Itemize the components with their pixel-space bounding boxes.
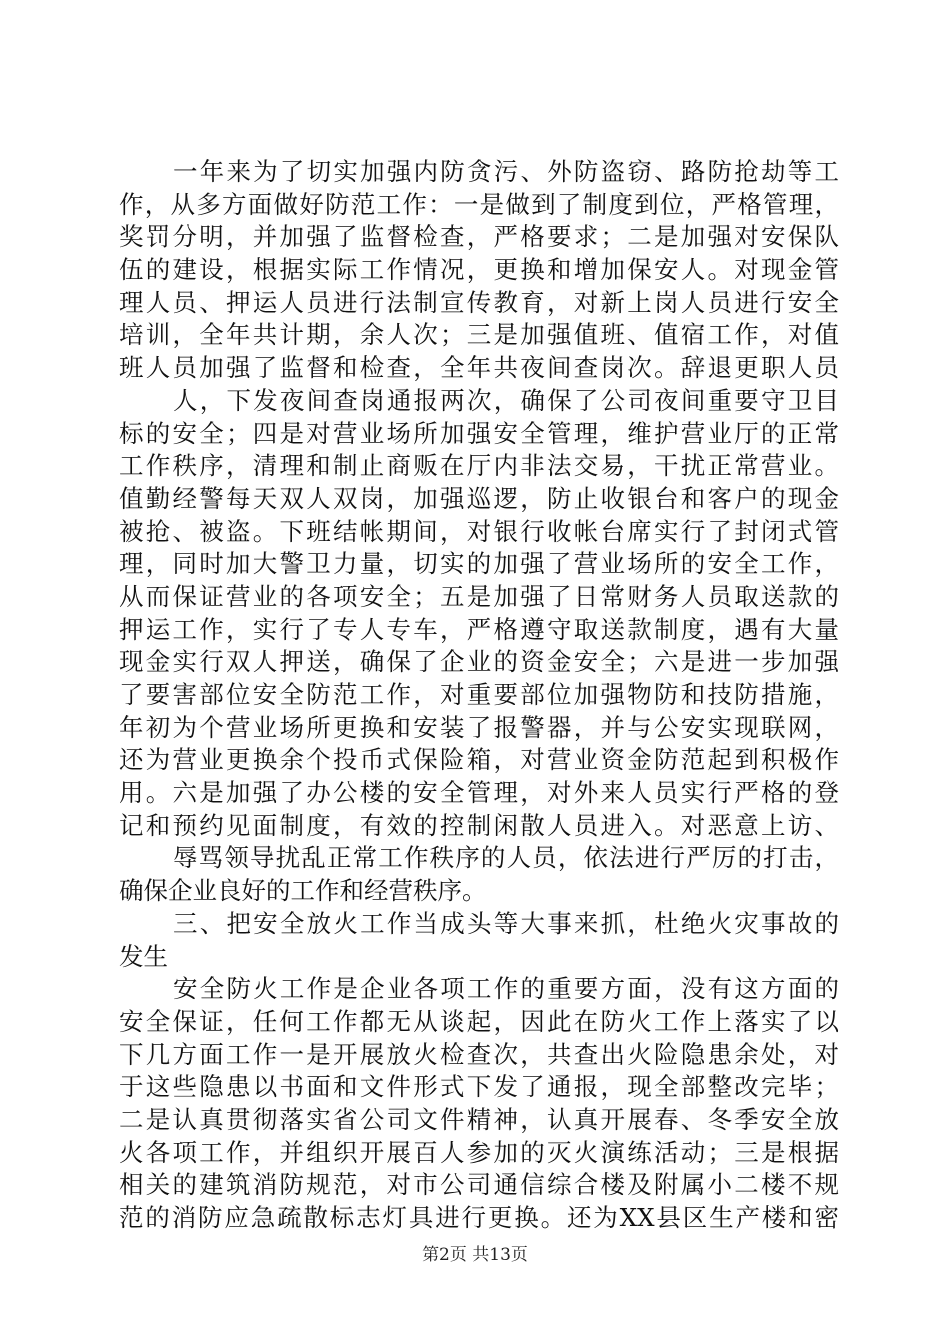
paragraph-line: 伍的建设，根据实际工作情况，更换和增加保安人。对现金管 — [119, 255, 839, 285]
paragraph-line: 理，同时加大警卫力量，切实的加强了营业场所的安全工作， — [119, 549, 839, 579]
paragraph-line: 培训，全年共计期，余人次；三是加强值班、值宿工作，对值 — [119, 320, 839, 350]
paragraph-line: 被抢、被盗。下班结帐期间，对银行收帐台席实行了封闭式管 — [119, 516, 839, 546]
paragraph-line: 押运工作，实行了专人专车，严格遵守取送款制度，遇有大量 — [119, 614, 839, 644]
paragraph-line: 于这些隐患以书面和文件形式下发了通报，现全部整改完毕； — [119, 1072, 839, 1102]
paragraph-line: 奖罚分明，并加强了监督检查，严格要求；二是加强对安保队 — [119, 222, 839, 252]
paragraph-line: 相关的建筑消防规范，对市公司通信综合楼及附属小二楼不规 — [119, 1170, 839, 1200]
paragraph-line: 火各项工作，并组织开展百人参加的灭火演练活动；三是根据 — [119, 1137, 839, 1167]
paragraph-line: 还为营业更换余个投币式保险箱，对营业资金防范起到积极作 — [119, 745, 839, 775]
paragraph-line: 理人员、押运人员进行法制宣传教育，对新上岗人员进行安全 — [119, 287, 839, 317]
paragraph-line: 工作秩序，清理和制止商贩在厅内非法交易，干扰正常营业。 — [119, 451, 839, 481]
paragraph-line: 下几方面工作一是开展放火检查次，共查出火险隐患余处，对 — [119, 1039, 839, 1069]
paragraph-line: 确保企业良好的工作和经营秩序。 — [119, 876, 487, 906]
paragraph-line: 标的安全；四是对营业场所加强安全管理，维护营业厅的正常 — [119, 418, 839, 448]
paragraph-line: 了要害部位安全防范工作，对重要部位加强物防和技防措施， — [119, 680, 839, 709]
paragraph-line: 用。六是加强了办公楼的安全管理，对外来人员实行严格的登 — [119, 778, 839, 808]
document-body — [119, 156, 839, 1235]
page-number-footer: 第2页 共13页 — [422, 1245, 528, 1265]
paragraph-line: 作，从多方面做好防范工作：一是做到了制度到位，严格管理， — [119, 189, 839, 219]
section-heading-line: 三、把安全放火工作当成头等大事来抓，杜绝火灾事故的 — [173, 908, 839, 938]
section-heading-line: 发生 — [119, 941, 168, 971]
paragraph-line: 记和预约见面制度，有效的控制闲散人员进入。对恶意上访、 — [119, 810, 839, 840]
paragraph-line: 年初为个营业场所更换和安装了报警器，并与公安实现联网， — [119, 712, 839, 742]
paragraph-line: 安全保证，任何工作都无从谈起，因此在防火工作上落实了以 — [119, 1006, 839, 1036]
paragraph-line: 人，下发夜间查岗通报两次，确保了公司夜间重要守卫目 — [173, 385, 839, 415]
paragraph-line: 辱骂领导扰乱正常工作秩序的人员，依法进行严厉的打击， — [173, 843, 839, 873]
paragraph-line: 一年来为了切实加强内防贪污、外防盗窃、路防抢劫等工 — [173, 157, 839, 186]
paragraph-line: 班人员加强了监督和检查，全年共夜间查岗次。辞退更职人员 — [119, 353, 839, 383]
paragraph-line: 从而保证营业的各项安全；五是加强了日常财务人员取送款的 — [119, 581, 839, 611]
paragraph-line: 范的消防应急疏散标志灯具进行更换。还为XX县区生产楼和密 — [119, 1203, 839, 1232]
paragraph-line: 安全防火工作是企业各项工作的重要方面，没有这方面的 — [173, 974, 839, 1004]
paragraph-line: 二是认真贯彻落实省公司文件精神，认真开展春、冬季安全放 — [119, 1104, 839, 1134]
paragraph-line: 现金实行双人押送，确保了企业的资金安全；六是进一步加强 — [119, 647, 839, 677]
paragraph-line: 值勤经警每天双人双岗，加强巡逻，防止收银台和客户的现金 — [119, 483, 839, 513]
